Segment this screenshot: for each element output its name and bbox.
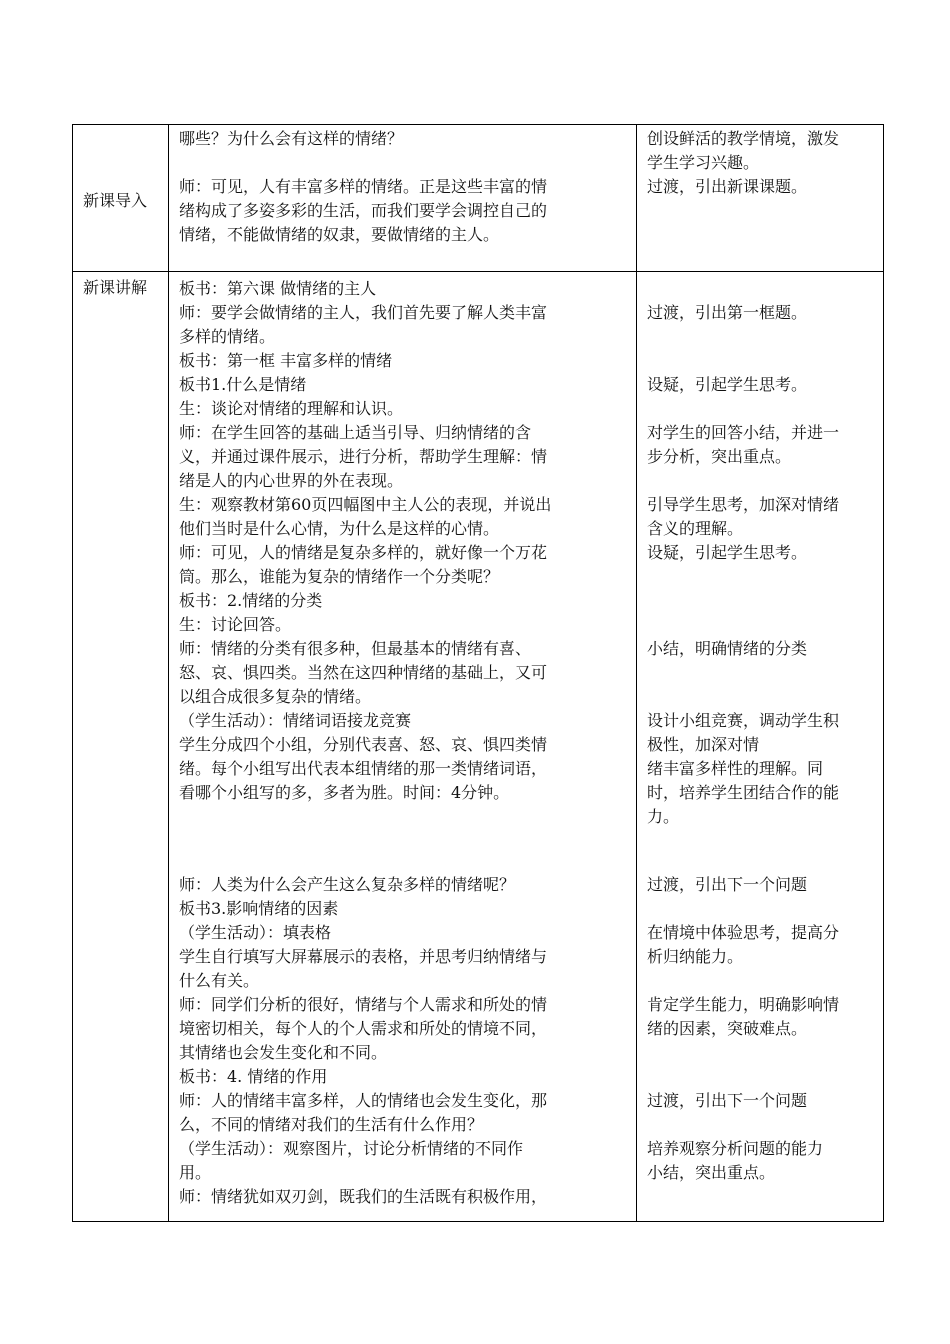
row-divider [73,271,883,272]
content-line: （学生活动）：观察图片，讨论分析情绪的不同作 [179,1139,524,1158]
content-line: 师：在学生回答的基础上适当引导、归纳情绪的含 [179,423,532,442]
content-line: 师：可见，人有丰富多样的情绪。正是这些丰富的情 [179,177,548,196]
note-line: 小结，突出重点。 [647,1163,776,1182]
content-line: 绪。每个小组写出代表本组情绪的那一类情绪词语， [179,759,548,778]
note-line: 步分析，突出重点。 [647,447,792,466]
content-line: 师：人类为什么会产生这么复杂多样的情绪呢？ [179,875,516,894]
row-label-lecture: 新课讲解 [83,278,148,297]
note-line: 学生学习兴趣。 [647,153,760,172]
content-line: （学生活动）：填表格 [179,923,332,942]
note-line: 过渡，引出下一个问题 [647,875,808,894]
content-line: 筒。那么，谁能为复杂的情绪作一个分类呢？ [179,567,500,586]
content-line: 绪构成了多姿多彩的生活，而我们要学会调控自己的 [179,201,548,220]
content-line: 师：情绪的分类有很多种，但最基本的情绪有喜、 [179,639,532,658]
note-line: 过渡，引出第一框题。 [647,303,808,322]
row-label-intro: 新课导入 [83,191,148,210]
lesson-plan-table [72,124,884,1222]
content-line: 师：要学会做情绪的主人，我们首先要了解人类丰富 [179,303,548,322]
content-line: 生：讨论回答。 [179,615,292,634]
content-line: 哪些？为什么会有这样的情绪？ [179,129,404,148]
content-line: 板书3.影响情绪的因素 [179,899,339,918]
note-line: 绪的因素，突破难点。 [647,1019,808,1038]
column-divider-1 [168,125,169,1221]
content-line: 师：人的情绪丰富多样，人的情绪也会发生变化，那 [179,1091,548,1110]
content-line: 板书：第一框 丰富多样的情绪 [179,351,393,370]
note-line: 引导学生思考，加深对情绪 [647,495,840,514]
note-line: 设疑，引起学生思考。 [647,375,808,394]
note-line: 小结，明确情绪的分类 [647,639,808,658]
content-line: 什么有关。 [179,971,260,990]
content-line: 情绪，不能做情绪的奴隶，要做情绪的主人。 [179,225,500,244]
content-line: 生：观察教材第60页四幅图中主人公的表现，并说出 [179,495,552,514]
content-line: 学生分成四个小组，分别代表喜、怒、哀、惧四类情 [179,735,548,754]
content-line: 以组合成很多复杂的情绪。 [179,687,372,706]
content-line: 多样的情绪。 [179,327,276,346]
note-line: 设疑，引起学生思考。 [647,543,808,562]
content-line: 看哪个小组写的多，多者为胜。时间：4分钟。 [179,783,510,802]
note-line: 对学生的回答小结，并进一 [647,423,840,442]
content-line: 其情绪也会发生变化和不同。 [179,1043,388,1062]
note-line: 绪丰富多样性的理解。同 [647,759,824,778]
content-line: 境密切相关，每个人的个人需求和所处的情境不同， [179,1019,548,1038]
content-line: （学生活动）：情绪词语接龙竞赛 [179,711,412,730]
note-line: 时，培养学生团结合作的能 [647,783,840,802]
content-line: 生：谈论对情绪的理解和认识。 [179,399,404,418]
note-line: 设计小组竞赛，调动学生积 [647,711,840,730]
content-line: 师：可见，人的情绪是复杂多样的，就好像一个万花 [179,543,548,562]
note-line: 在情境中体验思考，提高分 [647,923,840,942]
content-line: 师：同学们分析的很好，情绪与个人需求和所处的情 [179,995,548,1014]
note-line: 培养观察分析问题的能力 [647,1139,824,1158]
content-line: 板书：4. 情绪的作用 [179,1067,328,1086]
note-line: 析归纳能力。 [647,947,744,966]
note-line: 含义的理解。 [647,519,744,538]
content-line: 用。 [179,1163,212,1182]
content-line: 怒、哀、惧四类。当然在这四种情绪的基础上，又可 [179,663,548,682]
content-line: 学生自行填写大屏幕展示的表格，并思考归纳情绪与 [179,947,548,966]
column-divider-2 [636,125,637,1221]
note-line: 创设鲜活的教学情境，激发 [647,129,840,148]
content-line: 绪是人的内心世界的外在表现。 [179,471,404,490]
content-line: 义，并通过课件展示，进行分析，帮助学生理解：情 [179,447,548,466]
content-line: 师：情绪犹如双刃剑，既我们的生活既有积极作用， [179,1187,548,1206]
content-line: 他们当时是什么心情，为什么是这样的心情。 [179,519,500,538]
note-line: 极性，加深对情 [647,735,760,754]
content-line: 板书：2.情绪的分类 [179,591,323,610]
note-line: 肯定学生能力，明确影响情 [647,995,840,1014]
content-line: 么，不同的情绪对我们的生活有什么作用？ [179,1115,484,1134]
note-line: 过渡，引出下一个问题 [647,1091,808,1110]
content-line: 板书1.什么是情绪 [179,375,307,394]
content-line: 板书：第六课 做情绪的主人 [179,279,377,298]
note-line: 力。 [647,807,680,826]
note-line: 过渡，引出新课课题。 [647,177,808,196]
